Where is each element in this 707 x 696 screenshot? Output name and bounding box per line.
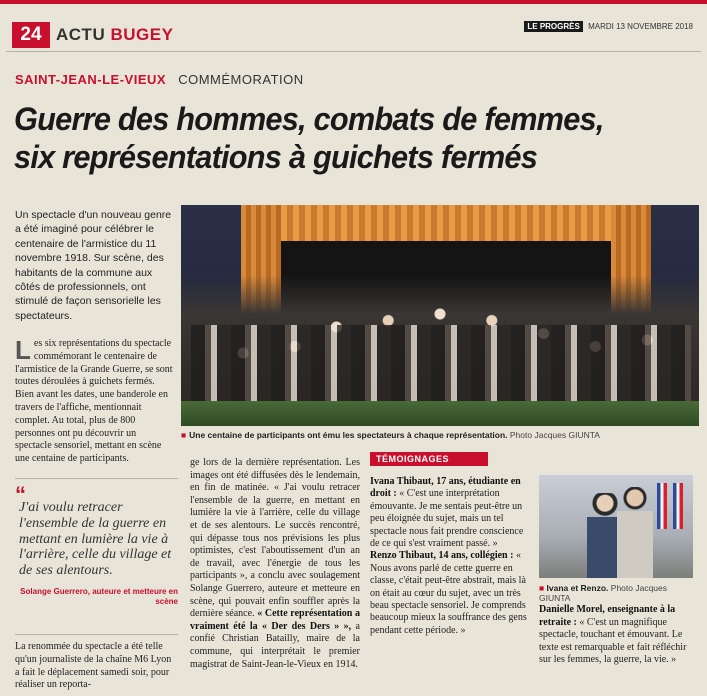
quote-open-icon: “ <box>15 482 26 507</box>
person-renzo <box>617 487 653 578</box>
testimony-3 <box>539 604 699 667</box>
col2-paragraph-2: « J'ai voulu retracer l'ensemble de la guerre, en mettant en lumière la vie à l'arrière, celle du village et de ses alentours. Le succès rencontré, qui dépasse tous nos prévisions les plus optimistes, c'est l'aboutissement d'un an de travail, avec l'énergie de tous les participants », a conclu avec soulagement Solange Guerrero, auteure et metteure en scène, qui pouvait enfin souffler après la dernière séance. <box>190 482 360 620</box>
section-rubric <box>56 25 173 45</box>
stage-foliage <box>181 401 699 426</box>
testimony-2-name: Renzo Thibaut, 14 ans, collégien : <box>370 550 514 562</box>
quote-divider-bottom <box>15 634 178 635</box>
drop-cap: L <box>15 335 31 365</box>
rubric-prefix: ACTU <box>56 25 106 44</box>
col2-paragraph-1: ge lors de la dernière représentation. Les images ont été diffusées dès le lendemain, en fin de matinée. <box>190 457 360 494</box>
main-photo <box>181 205 699 426</box>
kicker-theme: COMMÉMORATION <box>178 72 304 87</box>
caption-text: Une centaine de participants ont ému les spectateurs à chaque représentation. <box>189 430 508 440</box>
col2-quote-bold: « Cette représentation a vraiment été la « Der des Ders » », <box>190 608 360 632</box>
caption-bullet-icon: ■ <box>181 430 187 440</box>
testimony-3-name: Danielle Morel, enseignante à la retraite : <box>539 604 676 628</box>
page-number: 24 <box>12 22 50 48</box>
flag-2 <box>673 483 683 529</box>
headline-line-2: six représentations à guichets fermés <box>14 139 538 175</box>
rubric-name: BUGEY <box>110 25 174 44</box>
portrait-caption-credit: Photo Jacques GIUNTA <box>539 583 668 603</box>
intro-text: es six représentations du spectacle commémorant le centenaire de l'armistice de la Grande Guerre, se sont toutes déroulées à guichets fermés. Bien avant les dates, une banderole en travers de l'affiche, mentionnait complet. Au total, plus de 800 personnes ont pu découvrir un spectacle sensoriel, mettant en scène une centaine de participants. <box>15 338 173 465</box>
issue-date: MARDI 13 NOVEMBRE 2018 <box>588 22 693 31</box>
header-divider <box>6 51 701 52</box>
portrait-caption <box>539 583 699 603</box>
page-header <box>6 22 701 48</box>
testimony-1-name: Ivana Thibaut, 17 ans, étudiante en droit : <box>370 476 521 500</box>
body-col2 <box>190 457 360 671</box>
main-photo-caption <box>181 430 701 440</box>
kicker-place: SAINT-JEAN-LE-VIEUX <box>15 72 167 87</box>
article-kicker <box>15 72 304 87</box>
testimony-1-text: « C'est une interprétation émouvante. Je me sentais peut-être un peu éloignée du sujet, mais un tel spectacle nous fait prendre conscience de ce qui s'est vraiment passé. » <box>370 488 524 550</box>
flag-1 <box>657 483 667 529</box>
testimony-2-text: « Nous avons parlé de cette guerre en classe, c'était peut-être abstrait, mais là on était au cœur du sujet, avec un très beau spectacle sensoriel. Je comprends beaucoup mieux la souffrance des gens pendant cette période. » <box>370 550 527 636</box>
caption-bullet-icon: ■ <box>539 583 545 593</box>
masthead <box>524 22 693 31</box>
top-accent-bar <box>0 0 707 4</box>
performers-front-row <box>191 325 691 405</box>
caption-credit: Photo Jacques GIUNTA <box>509 430 600 440</box>
pull-quote <box>15 482 178 607</box>
curtain-valance <box>281 205 611 241</box>
article-headline <box>14 100 676 176</box>
article-lead: Un spectacle d'un nouveau genre a été imaginé pour célébrer le centenaire de l'armistice du 11 novembre 1918. Sur scène, des habitants de la commune aux côtés de professionnels, ont stimulé de façon sensorielle les spectateurs. <box>15 209 172 322</box>
testimony-3-text: « C'est un magnifique spectacle, touchant et émouvant. Le texte est remarquable et fait réfléchir sur les femmes, la guerre, la vie. » <box>539 616 687 666</box>
quote-author: Solange Guerrero, auteure et metteure en scène <box>20 586 178 606</box>
headline-line-1: Guerre des hommes, combats de femmes, <box>14 101 604 137</box>
body-col1-bottom: La renommée du spectacle a été telle qu'un journaliste de la chaîne M6 Lyon a fait le déplacement samedi soir, pour réaliser un reporta- <box>15 641 172 691</box>
col2-paragraph-3: a confié Christian Batailly, maire de la commune, qui interprétait le premier magistrat de Saint-Jean-le-Vieux en 1914. <box>190 620 360 670</box>
portrait-photo <box>539 475 693 578</box>
portrait-caption-text: Ivana et Renzo. <box>546 583 609 593</box>
newspaper-brand: LE PROGRÈS <box>524 21 582 32</box>
testimonies-label: TÉMOIGNAGES <box>370 452 488 466</box>
article-intro <box>15 335 175 466</box>
quote-text: J'ai voulu retracer l'ensemble de la guerre en mettant en lumière la vie à l'arrière, celle du village et de ses alentours. <box>19 500 172 579</box>
quote-divider-top <box>15 478 178 479</box>
testimonies-col <box>370 476 532 637</box>
